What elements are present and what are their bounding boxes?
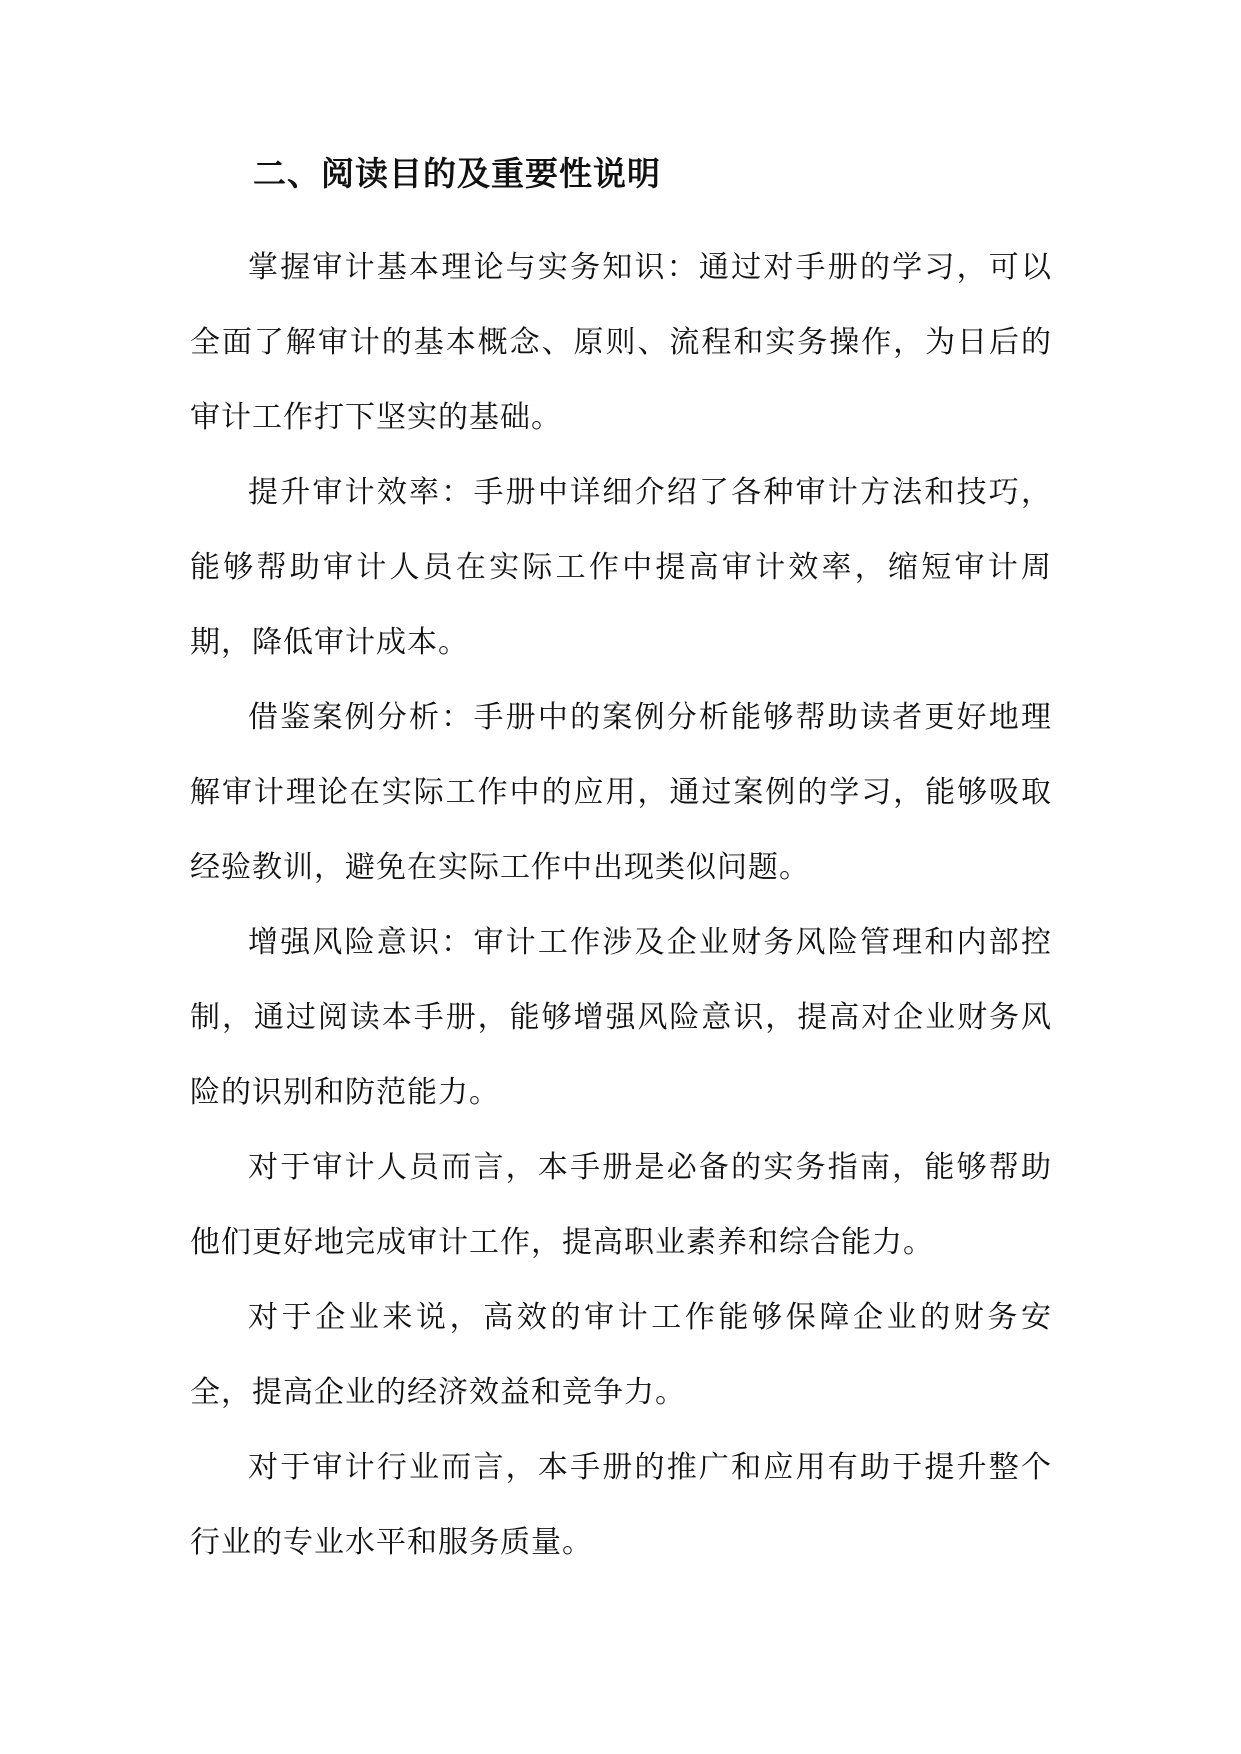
document-body bbox=[190, 230, 1052, 1580]
paragraph-for-enterprises: 对于企业来说，高效的审计工作能够保障企业的财务安全，提高企业的经济效益和竞争力。 bbox=[190, 1300, 1052, 1410]
paragraph-risk-awareness: 增强风险意识：审计工作涉及企业财务风险管理和内部控制，通过阅读本手册，能够增强风险意识，提高对企业财务风险的识别和防范能力。 bbox=[190, 925, 1052, 1110]
paragraph-case-analysis: 借鉴案例分析：手册中的案例分析能够帮助读者更好地理解审计理论在实际工作中的应用，通过案例的学习，能够吸取经验教训，避免在实际工作中出现类似问题。 bbox=[190, 700, 1052, 885]
paragraph-for-industry: 对于审计行业而言，本手册的推广和应用有助于提升整个行业的专业水平和服务质量。 bbox=[190, 1450, 1052, 1560]
paragraph-audit-knowledge: 掌握审计基本理论与实务知识：通过对手册的学习，可以全面了解审计的基本概念、原则、流程和实务操作，为日后的审计工作打下坚实的基础。 bbox=[190, 250, 1052, 435]
section-heading: 二、阅读目的及重要性说明 bbox=[253, 154, 661, 193]
paragraph-audit-efficiency: 提升审计效率：手册中详细介绍了各种审计方法和技巧，能够帮助审计人员在实际工作中提高审计效率，缩短审计周期，降低审计成本。 bbox=[190, 475, 1052, 660]
paragraph-for-auditors: 对于审计人员而言，本手册是必备的实务指南，能够帮助他们更好地完成审计工作，提高职业素养和综合能力。 bbox=[190, 1150, 1052, 1260]
